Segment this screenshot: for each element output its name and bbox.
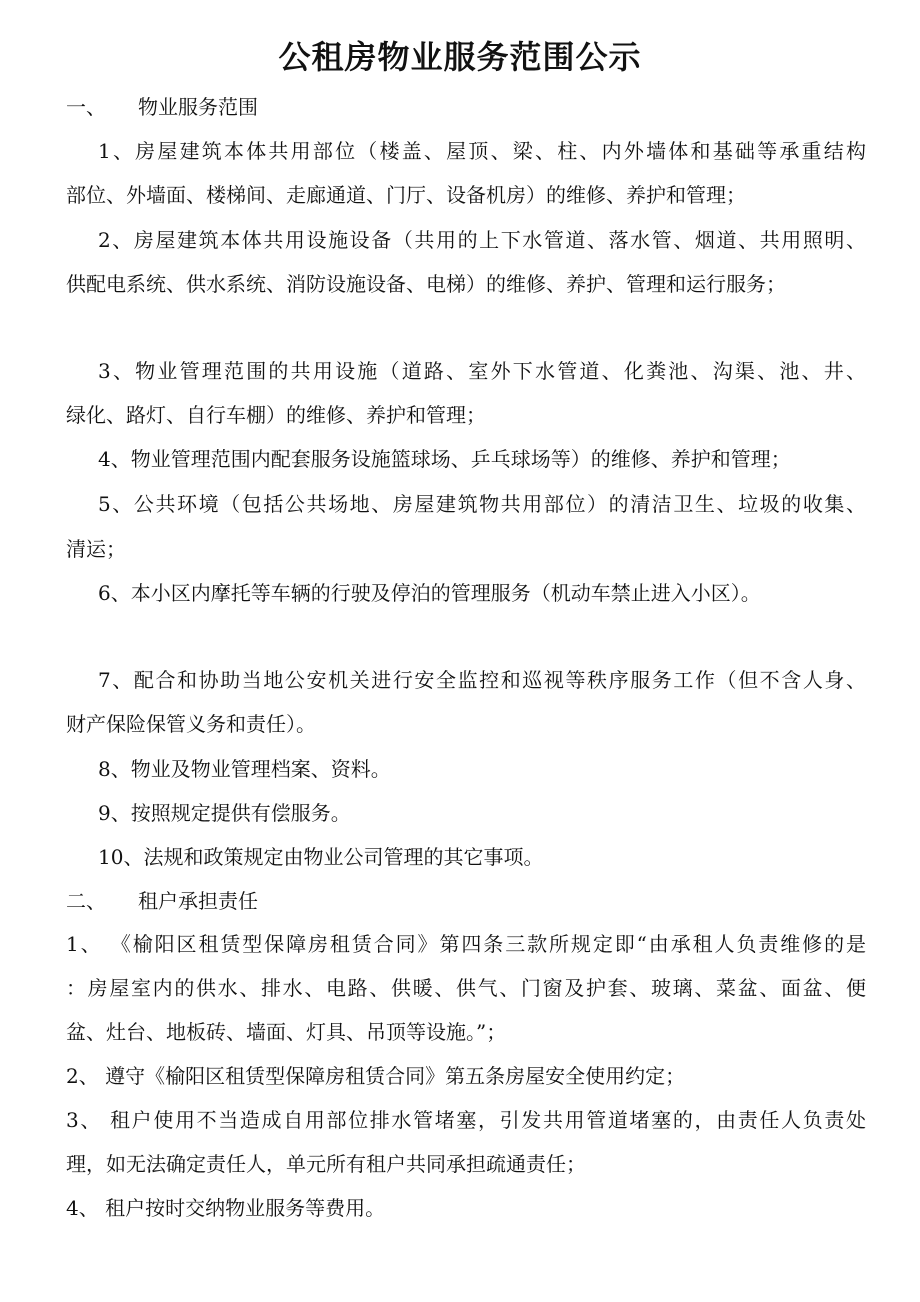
paragraph-line: 部位、外墙面、楼梯间、走廊通道、门厅、设备机房）的维修、养护和管理；	[66, 183, 746, 207]
section-number: 一、	[66, 95, 106, 119]
section-title: 租户承担责任	[138, 889, 258, 913]
paragraph-line: 7、配合和协助当地公安机关进行安全监控和巡视等秩序服务工作（但不含人身、	[98, 668, 866, 692]
paragraph-line: 2、房屋建筑本体共用设施设备（共用的上下水管道、落水管、烟道、共用照明、	[98, 228, 866, 252]
paragraph-line: 4、 租户按时交纳物业服务等费用。	[66, 1196, 386, 1220]
paragraph-line: 财产保险保管义务和责任）。	[66, 712, 316, 736]
section-heading	[66, 887, 866, 915]
paragraph-line: 清运；	[66, 537, 126, 561]
paragraph-line: 10、法规和政策规定由物业公司管理的其它事项。	[98, 845, 544, 869]
paragraph-line: ：房屋室内的供水、排水、电路、供暖、供气、门窗及护套、玻璃、菜盆、面盆、便	[66, 976, 866, 1000]
paragraph-line: 3、物业管理范围的共用设施（道路、室外下水管道、化粪池、沟渠、池、井、	[98, 359, 866, 383]
paragraph-line: 6、本小区内摩托等车辆的行驶及停泊的管理服务（机动车禁止进入小区）。	[98, 581, 761, 605]
paragraph-line: 1、房屋建筑本体共用部位（楼盖、屋顶、梁、柱、内外墙体和基础等承重结构	[98, 139, 866, 163]
paragraph-line: 理，如无法确定责任人，单元所有租户共同承担疏通责任；	[66, 1152, 586, 1176]
paragraph-line: 供配电系统、供水系统、消防设施设备、电梯）的维修、养护、管理和运行服务；	[66, 272, 786, 296]
paragraph-line: 4、物业管理范围内配套服务设施篮球场、乒乓球场等）的维修、养护和管理；	[98, 447, 791, 471]
paragraph-line: 盆、灶台、地板砖、墙面、灯具、吊顶等设施。”；	[66, 1020, 507, 1044]
paragraph-line: 绿化、路灯、自行车棚）的维修、养护和管理；	[66, 403, 486, 427]
paragraph-line: 2、 遵守《榆阳区租赁型保障房租赁合同》第五条房屋安全使用约定；	[66, 1064, 686, 1088]
page-title: 公租房物业服务范围公示	[278, 38, 642, 76]
section-number: 二、	[66, 889, 106, 913]
section-heading	[66, 93, 866, 121]
paragraph-line: 3、 租户使用不当造成自用部位排水管堵塞，引发共用管道堵塞的，由责任人负责处	[66, 1108, 866, 1132]
paragraph-line: 1、 《榆阳区租赁型保障房租赁合同》第四条三款所规定即“由承租人负责维修的是	[66, 932, 866, 956]
paragraph-line: 8、物业及物业管理档案、资料。	[98, 757, 391, 781]
paragraph-line: 5、公共环境（包括公共场地、房屋建筑物共用部位）的清洁卫生、垃圾的收集、	[98, 492, 866, 516]
section-title: 物业服务范围	[138, 95, 258, 119]
paragraph-line: 9、按照规定提供有偿服务。	[98, 801, 351, 825]
